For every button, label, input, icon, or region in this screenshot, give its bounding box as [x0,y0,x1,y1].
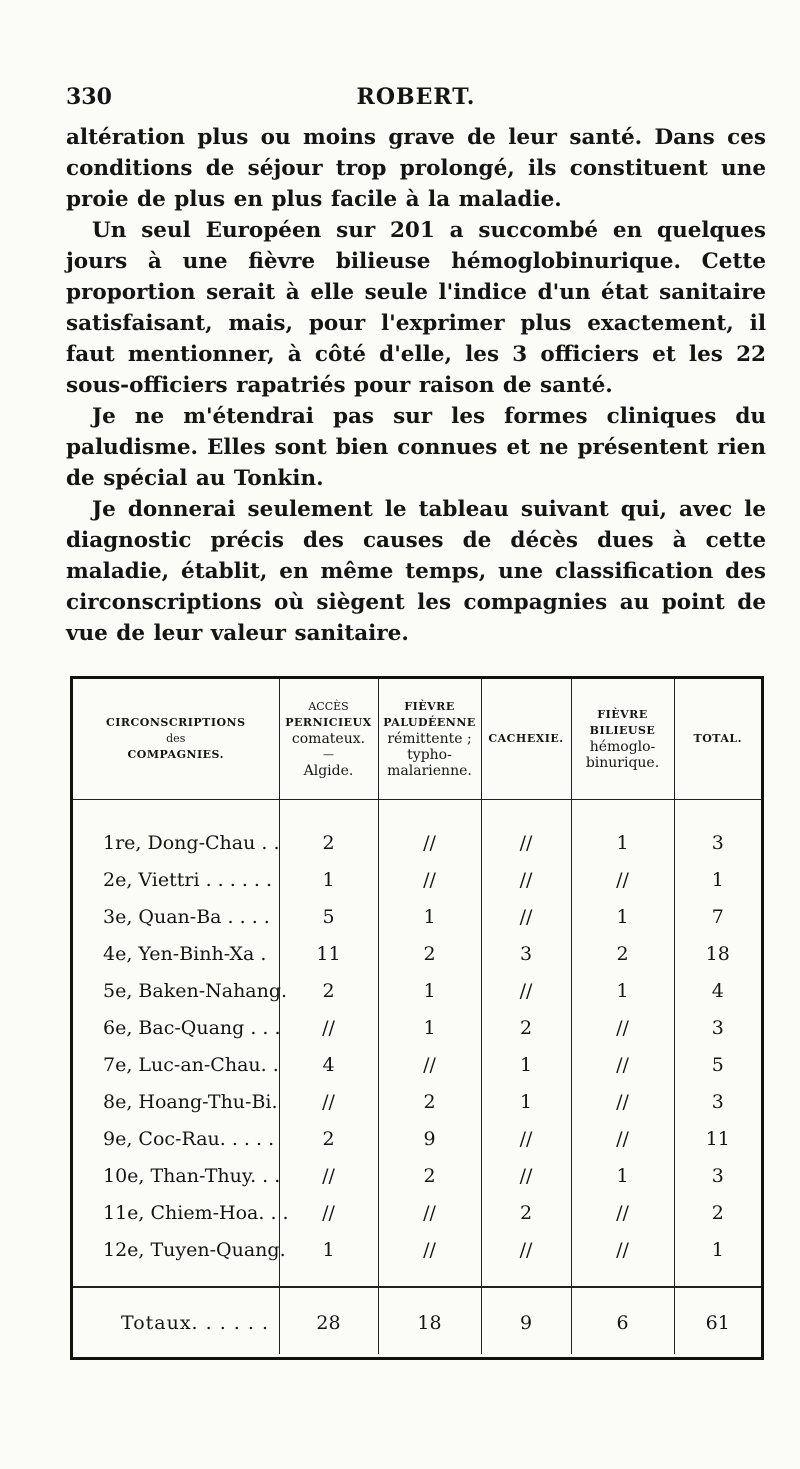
header-circonscriptions: CIRCONSCRIPTIONS des COMPAGNIES. [73,679,279,800]
cell-total: 1 [711,868,724,891]
paragraph: altération plus ou moins grave de leur santé. Dans ces conditions de séjour trop prolongé, ils constituent une proie de plus en plus facile à la maladie. [66,125,766,212]
cell-circonscription: 5e, Baken-Nahang. [73,972,279,1009]
cell-total: 18 [705,942,730,965]
cell-total: 3 [711,1016,724,1039]
cell-fievre-paludeenne: 1 [378,972,481,1009]
cell-total: 1 [711,1238,724,1261]
cell-fievre-bilieuse: // [571,1194,674,1231]
cell-cachexie: 2 [481,1194,571,1231]
cell-acces-pernicieux: 2 [279,972,378,1009]
cell-cachexie: 1 [481,1046,571,1083]
cell-fievre-paludeenne: // [378,1231,481,1287]
cell-cachexie: // [481,1120,571,1157]
cell-acces-pernicieux: // [279,1009,378,1046]
cell-fievre-paludeenne: // [378,861,481,898]
header-acces-pernicieux: ACCÈS PERNICIEUX comateux. — Algide. [279,679,378,800]
page-number: 330 [66,84,112,110]
total-fievre-bilieuse: 6 [571,1287,674,1354]
cell-acces-pernicieux: 1 [279,1231,378,1287]
table-row [73,1157,761,1194]
cell-fievre-bilieuse: 1 [571,800,674,862]
table-row [73,800,761,862]
table-row [73,1231,761,1287]
cell-total: 11 [705,1127,730,1150]
cell-circonscription: 7e, Luc-an-Chau. . [73,1046,279,1083]
mortality-table [70,676,764,1360]
cell-fievre-paludeenne: 1 [378,1009,481,1046]
cell-cachexie: // [481,861,571,898]
cell-acces-pernicieux: 2 [279,1120,378,1157]
cell-circonscription: 12e, Tuyen-Quang. [73,1231,279,1287]
cell-circonscription: 9e, Coc-Rau. . . . . [73,1120,279,1157]
cell-cachexie: 3 [481,935,571,972]
cell-cachexie: // [481,1231,571,1287]
cell-fievre-paludeenne: 2 [378,1157,481,1194]
cell-cachexie: // [481,898,571,935]
cell-acces-pernicieux: 4 [279,1046,378,1083]
paragraph: Un seul Européen sur 201 a succombé en quelques jours à une fièvre bilieuse hémoglobinurique. Cette proportion serait à elle seule l'indice d'un état sanitaire satisfaisant, mais, pour l'exprimer plus exactement, il faut mentionner, à côté d'elle, les 3 officiers et les 22 sous-officiers rapatriés pour raison de santé. [66,218,766,398]
total-cachexie: 9 [481,1287,571,1354]
cell-cachexie: // [481,972,571,1009]
table-row [73,972,761,1009]
cell-circonscription: 11e, Chiem-Hoa. . . [73,1194,279,1231]
cell-acces-pernicieux: // [279,1157,378,1194]
paragraph: Je donnerai seulement le tableau suivant qui, avec le diagnostic précis des causes de décès dues à cette maladie, établit, en même temps, une classification des circonscriptions où siègent les compagnies au point de vue de leur valeur sanitaire. [66,497,766,646]
body-text [66,122,766,649]
cell-circonscription: 1re, Dong-Chau . . [73,800,279,862]
cell-fievre-paludeenne: // [378,1046,481,1083]
cell-fievre-bilieuse: 2 [571,935,674,972]
totals-row [73,1287,761,1354]
table-header-row [73,679,761,800]
cell-fievre-bilieuse: // [571,861,674,898]
cell-acces-pernicieux: 5 [279,898,378,935]
cell-total: 3 [711,831,724,854]
cell-fievre-paludeenne: 2 [378,935,481,972]
cell-total: 3 [711,1164,724,1187]
cell-fievre-paludeenne: 9 [378,1120,481,1157]
cell-fievre-paludeenne: 1 [378,898,481,935]
cell-circonscription: 6e, Bac-Quang . . . [73,1009,279,1046]
cell-circonscription: 10e, Than-Thuy. . . [73,1157,279,1194]
cell-fievre-bilieuse: // [571,1009,674,1046]
cell-circonscription: 3e, Quan-Ba . . . . [73,898,279,935]
running-title: ROBERT. [356,84,476,110]
cell-total: 3 [711,1090,724,1113]
total-circonscription: Totaux. . . . . . [73,1287,279,1354]
cell-total: 4 [711,979,724,1002]
cell-acces-pernicieux: 2 [279,800,378,862]
cell-acces-pernicieux: // [279,1083,378,1120]
header-fievre-bilieuse: FIÈVRE BILIEUSE hémoglo- binurique. [571,679,674,800]
cell-fievre-bilieuse: 1 [571,972,674,1009]
cell-fievre-paludeenne: 2 [378,1083,481,1120]
cell-total: 7 [711,905,724,928]
table-row [73,1194,761,1231]
header-cachexie: CACHEXIE. [481,679,571,800]
cell-acces-pernicieux: 11 [279,935,378,972]
cell-total: 2 [711,1201,724,1224]
table-row [73,935,761,972]
cell-cachexie: 1 [481,1083,571,1120]
header-fievre-paludeenne: FIÈVRE PALUDÉENNE rémittente ; typho- malarienne. [378,679,481,800]
cell-circonscription: 4e, Yen-Binh-Xa . [73,935,279,972]
total-total: 61 [674,1287,761,1354]
cell-fievre-bilieuse: // [571,1083,674,1120]
paragraph: Je ne m'étendrai pas sur les formes cliniques du paludisme. Elles sont bien connues et ne présentent rien de spécial au Tonkin. [66,404,766,491]
cell-total: 5 [711,1053,724,1076]
table-row [73,1009,761,1046]
running-head [66,78,766,116]
page [66,78,766,649]
table-row [73,1083,761,1120]
cell-fievre-bilieuse: // [571,1120,674,1157]
cell-fievre-bilieuse: 1 [571,898,674,935]
table-row [73,861,761,898]
header-total: TOTAL. [674,679,761,800]
total-fievre-paludeenne: 18 [378,1287,481,1354]
cell-cachexie: // [481,1157,571,1194]
cell-cachexie: 2 [481,1009,571,1046]
cell-acces-pernicieux: // [279,1194,378,1231]
cell-fievre-bilieuse: 1 [571,1157,674,1194]
cell-fievre-paludeenne: // [378,1194,481,1231]
table-row [73,898,761,935]
cell-fievre-bilieuse: // [571,1046,674,1083]
table-row [73,1120,761,1157]
table-row [73,1046,761,1083]
cell-cachexie: // [481,800,571,862]
total-acces-pernicieux: 28 [279,1287,378,1354]
cell-fievre-bilieuse: // [571,1231,674,1287]
cell-circonscription: 8e, Hoang-Thu-Bi. [73,1083,279,1120]
cell-fievre-paludeenne: // [378,800,481,862]
cell-acces-pernicieux: 1 [279,861,378,898]
cell-circonscription: 2e, Viettri . . . . . . [73,861,279,898]
